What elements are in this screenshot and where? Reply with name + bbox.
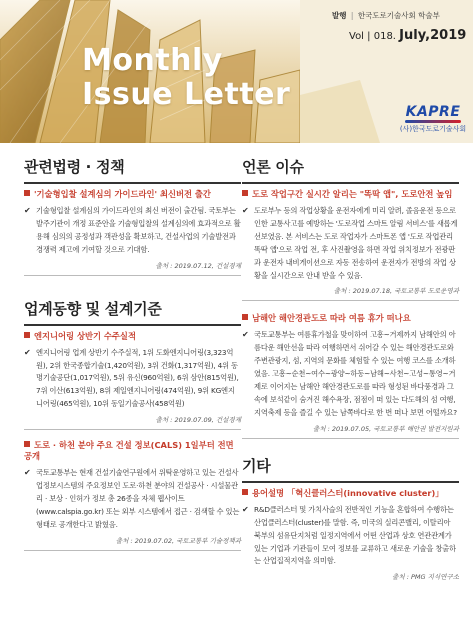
check-icon: ✔ — [242, 330, 249, 340]
right-column — [242, 156, 459, 592]
title-line-2: Issue Letter — [82, 77, 291, 112]
article-source: 출처 : 2019.07.02, 국토교통부 기술정책과 — [24, 536, 241, 551]
kapre-logo-text: KAPRE — [405, 104, 461, 120]
article-title: 도로 · 하천 분야 주요 건설 정보(CALS) 1일부터 전면 공개 — [24, 440, 234, 462]
section-media-issues — [242, 156, 459, 439]
article — [242, 189, 459, 301]
newsletter-header — [0, 0, 473, 143]
article-title: 남해안 해안경관도로 따라 여름 휴가 떠나요 — [242, 313, 459, 324]
section-laws-policy — [24, 156, 241, 276]
article-body: ✔ 기술형입찰 설계심의 가이드라인의 최신 버전이 출간됨. 국토부는 발주기관이 개정 표준안을 기술형입찰의 설계심의에 효과적으로 활용해 심의의 공정성과 객관성을 확보하고, 건설사업의 기술발전과 경쟁력 제고에 기여할 것으로 기대함. — [24, 206, 241, 254]
article — [24, 189, 241, 276]
logo-underline — [405, 120, 461, 123]
red-square-icon — [24, 190, 30, 196]
article-body: ✔ 국토교통부는 현재 건설기술연구원에서 위탁운영하고 있는 건설사업정보시스템의 주요정보인 도로·하천 분야의 건설공사 · 시설물관리 · 보상 · 인허가 정보 총 26종을 자체 웹사이트(www.calspia.go.kr) 또는 외부 시스템에서 접근 · 검색할 수 있는 형태로 공개한다고 밝혔음. — [24, 468, 240, 529]
issue-date: July,2019 — [399, 28, 467, 43]
red-square-icon — [242, 314, 248, 320]
check-icon: ✔ — [24, 206, 31, 215]
separator: | — [367, 31, 371, 42]
red-square-icon — [242, 489, 248, 495]
left-column — [24, 156, 241, 557]
section-industry-trends — [24, 298, 241, 551]
red-square-icon — [242, 190, 248, 196]
article-source: 출처 : 2019.07.12, 건설경제 — [24, 261, 241, 276]
check-icon: ✔ — [242, 504, 249, 514]
article-source: 출처 : PMG 지식연구소 — [392, 573, 459, 582]
check-icon: ✔ — [24, 468, 31, 478]
red-square-icon — [24, 332, 30, 338]
publisher-info — [332, 10, 472, 21]
vol-label: Vol — [349, 31, 364, 42]
article-source: 출처 : 2019.07.18, 국토교통부 도로운영과 — [242, 286, 459, 301]
org-name: (사)한국도로기술사회 — [399, 125, 467, 133]
check-icon: ✔ — [24, 347, 31, 357]
article-source: 출처 : 2019.07.05, 국토교통부 해안권 발전지원과 — [242, 424, 459, 439]
publisher-label: 발행 — [332, 11, 347, 20]
article-title: 도로 작업구간 실시간 알리는 "똑딱 앱", 도로안전 높임 — [242, 189, 459, 200]
publisher-name: 한국도로기술사회 학술부 — [357, 11, 440, 20]
section-title: 관련법령 · 정책 — [24, 156, 241, 184]
article-title: 용어설명 「혁신클러스터(innovative cluster)」 — [242, 488, 459, 499]
issue-number: 018. — [373, 31, 396, 42]
kapre-logo — [399, 104, 467, 134]
article-title: '기술형입찰 설계심의 가이드라인' 최신버전 출간 — [24, 189, 241, 200]
article-body: ✔ 도로부누 등의 작업상황을 운전자에게 미리 알려, 졸음운전 등으로 인한 교통사고를 예방하는 '도로작업 스마트 알림 서비스'를 새롭게 선보였음. 본 서비스는 도로 작업자가 스마트폰 앱 '도로 작업관리 똑딱 앱'으로 작업 전, 후 사진촬영을 하면 작업 위치정보가 전광판과 운전자 내비게이션으로 자동 전송하여 운전자가 전방의 작업 상황을 실시간으로 안내 받을 수 있음. — [242, 206, 458, 280]
article-body: ✔ 국토교통부는 여름휴가철을 맞이하여 고흥~거제까지 남해안의 아름다운 해안선을 따라 여행하면서 쉬어갈 수 있는 해안경관도로와 주변관광지, 섬, 지역의 문화를 체험할 수 있는 여행 코스를 소개하였음. 고흥~순천~여수~광양~하동~남해~사천~고성~통영~거제로 이어지는 남해안 해안경관도로를 따라 형성된 바다풍경과 그 속에 보석같이 숨겨진 해수욕장, 점점이 떠 있는 다도해의 섬 여행, 지역축제 등을 즐길 수 있는 남쪽바다로 한 번 떠나 보면 어떨까요? — [242, 330, 457, 417]
article — [24, 331, 241, 431]
article-title: 엔지니어링 상반기 수주실적 — [24, 331, 241, 342]
newsletter-title — [82, 44, 290, 112]
article — [242, 488, 459, 587]
article-body: ✔ R&D클러스터 및 가치사슬의 전반적인 기능을 혼합하여 수행하는 산업클러스터(cluster)를 말함. 즉, 미국의 실리콘밸리, 이탈리아 북부의 섬유단지처럼 일정지역에서 어떤 산업과 상호 연관관계가 있는 기업과 기관들이 모여 정보를 교류하고 새로운 기술을 창출하는 산업집적지역을 의미함. — [242, 504, 456, 566]
separator: | — [350, 11, 354, 20]
title-line-1: Monthly — [82, 43, 223, 78]
section-other — [242, 455, 459, 587]
issue-info — [349, 28, 466, 43]
article-body: ✔ 엔지니어링 업계 상반기 수주실적, 1위 도화엔지니어링(3,323억원), 2위 한국종합기술(1,420억원), 3위 건화(1,317억원), 4위 동명기술공단(1,017억원), 5위 유신(960억원), 6위 삼안(815억원), 7위 이산(613억원), 8위 제일엔지니어링(474억원), 9위 KG엔지니어링(465억원), 10위 동일기술공사(458억원) — [24, 347, 239, 409]
section-title: 언론 이슈 — [242, 156, 459, 184]
section-title: 업계동향 및 설계기준 — [24, 298, 241, 326]
article — [242, 313, 459, 438]
check-icon: ✔ — [242, 206, 249, 215]
article — [24, 440, 241, 551]
article-source: 출처 : 2019.07.09, 건설경제 — [24, 415, 241, 430]
section-title: 기타 — [242, 455, 459, 483]
red-square-icon — [24, 441, 30, 447]
